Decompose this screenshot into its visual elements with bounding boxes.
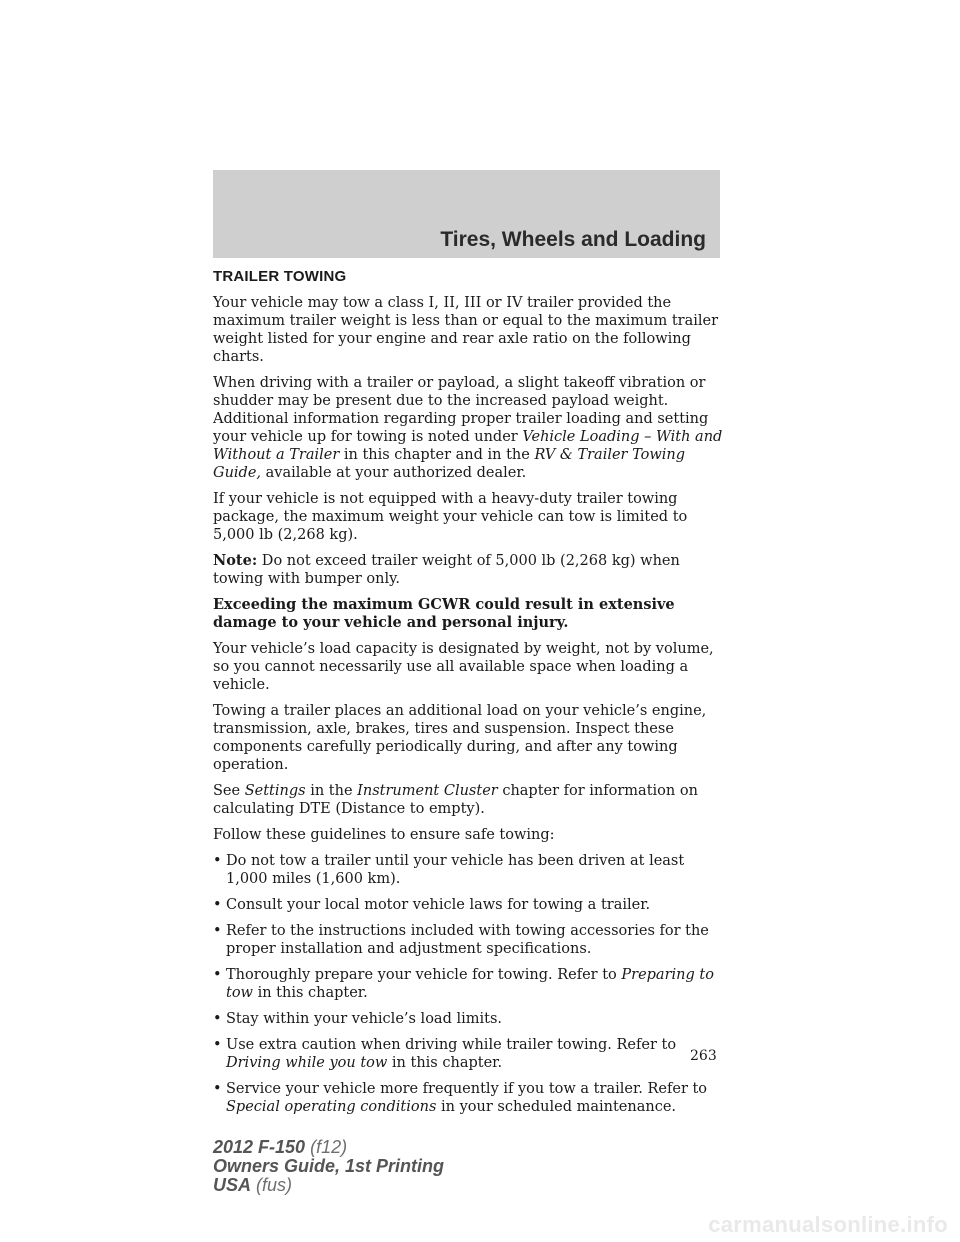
list-item-text: Do not tow a trailer until your vehicle has been driven at least 1,000 miles (1,600 km). <box>226 853 685 887</box>
list-item-text: in this chapter. <box>252 985 368 1001</box>
list-item <box>213 852 723 888</box>
list-item-text: Service your vehicle more frequently if you tow a trailer. Refer to <box>226 1081 708 1097</box>
bullet-icon: • <box>213 1011 222 1027</box>
bullet-icon: • <box>213 1081 222 1097</box>
list-item <box>213 1036 723 1072</box>
list-item-text: Consult your local motor vehicle laws for towing a trailer. <box>226 897 651 913</box>
footer-market: USA <box>213 1175 252 1195</box>
list-item-text: Thoroughly prepare your vehicle for towing. Refer to <box>226 967 622 983</box>
footer-market-code: (fus) <box>251 1175 293 1195</box>
paragraph-guidelines-intro: Follow these guidelines to ensure safe towing: <box>213 827 555 843</box>
section-heading: TRAILER TOWING <box>213 268 347 285</box>
paragraph-additional-load: Towing a trailer places an additional load on your vehicle’s engine, transmission, axle, brakes, tires and suspension. Inspect these components carefully periodically during, and after any towing operation. <box>213 703 707 773</box>
bullet-icon: • <box>213 1037 222 1053</box>
footer-edition: Owners Guide, 1st Printing <box>213 1156 445 1176</box>
paragraph-load-capacity: Your vehicle’s load capacity is designated by weight, not by volume, so you cannot necessarily use all available space when loading a vehicle. <box>213 641 714 693</box>
note-text: Do not exceed trailer weight of 5,000 lb (2,268 kg) when towing with bumper only. <box>213 553 680 587</box>
note-label: Note: <box>213 552 258 569</box>
list-item-text: Stay within your vehicle’s load limits. <box>226 1011 502 1027</box>
list-item-text: Refer to the instructions included with towing accessories for the proper installation and adjustment specifications. <box>226 923 709 957</box>
list-item <box>213 966 723 1002</box>
paragraph-vibration <box>213 374 723 482</box>
page-number: 263 <box>690 1048 717 1064</box>
footer-model-code: (f12) <box>305 1137 348 1157</box>
paragraph-heavy-duty-package: If your vehicle is not equipped with a heavy-duty trailer towing package, the maximum weight your vehicle can tow is limited to 5,000 lb (2,268 kg). <box>213 491 688 543</box>
list-item-text: in your scheduled maintenance. <box>436 1099 677 1115</box>
print-footer <box>213 1138 444 1195</box>
footer-line-model <box>213 1138 444 1157</box>
list-item <box>213 896 723 914</box>
paragraph-settings-reference <box>213 782 723 818</box>
bullet-icon: • <box>213 897 222 913</box>
note-paragraph <box>213 552 723 588</box>
bullet-icon: • <box>213 967 222 983</box>
site-watermark: carmanualsonline.info <box>708 1212 948 1237</box>
footer-line-edition <box>213 1157 444 1176</box>
chapter-title: Tires, Wheels and Loading <box>440 228 706 251</box>
list-item <box>213 1010 723 1028</box>
bullet-icon: • <box>213 923 222 939</box>
list-item-text: in this chapter. <box>387 1055 503 1071</box>
text: chapter for information on calculating DTE (Distance to empty). <box>213 783 698 817</box>
reference-towing-guide: RV & Trailer Towing Guide, <box>213 447 686 481</box>
footer-line-market <box>213 1176 444 1195</box>
text: available at your authorized dealer. <box>261 465 527 481</box>
reference-instrument-cluster: Instrument Cluster <box>357 783 498 799</box>
chapter-header-band <box>213 170 720 258</box>
list-item <box>213 922 723 958</box>
reference-driving-while-you-tow: Driving while you tow <box>226 1055 388 1071</box>
text: See <box>213 783 245 799</box>
guidelines-list <box>213 852 723 1116</box>
warning-paragraph: Exceeding the maximum GCWR could result in extensive damage to your vehicle and personal injury. <box>213 596 675 631</box>
reference-special-operating-conditions: Special operating conditions <box>226 1099 437 1115</box>
page-content <box>213 268 723 1124</box>
reference-preparing-to-tow: Preparing to tow <box>226 967 714 1001</box>
text: in this chapter and in the <box>339 447 535 463</box>
text: When driving with a trailer or payload, a slight takeoff vibration or shudder may be present due to the increased payload weight. Additional information regarding proper trailer loading and setting your vehicle up for towing is noted under <box>213 375 709 445</box>
text: in the <box>305 783 358 799</box>
reference-vehicle-loading: Vehicle Loading – With and Without a Trailer <box>213 429 723 463</box>
bullet-icon: • <box>213 853 222 869</box>
reference-settings: Settings <box>244 783 306 799</box>
list-item-text: Use extra caution when driving while trailer towing. Refer to <box>226 1037 677 1053</box>
footer-model: 2012 F-150 <box>213 1137 306 1157</box>
paragraph-trailer-class: Your vehicle may tow a class I, II, III or IV trailer provided the maximum trailer weight is less than or equal to the maximum trailer weight listed for your engine and rear axle ratio on the following charts. <box>213 295 719 365</box>
list-item <box>213 1080 723 1116</box>
